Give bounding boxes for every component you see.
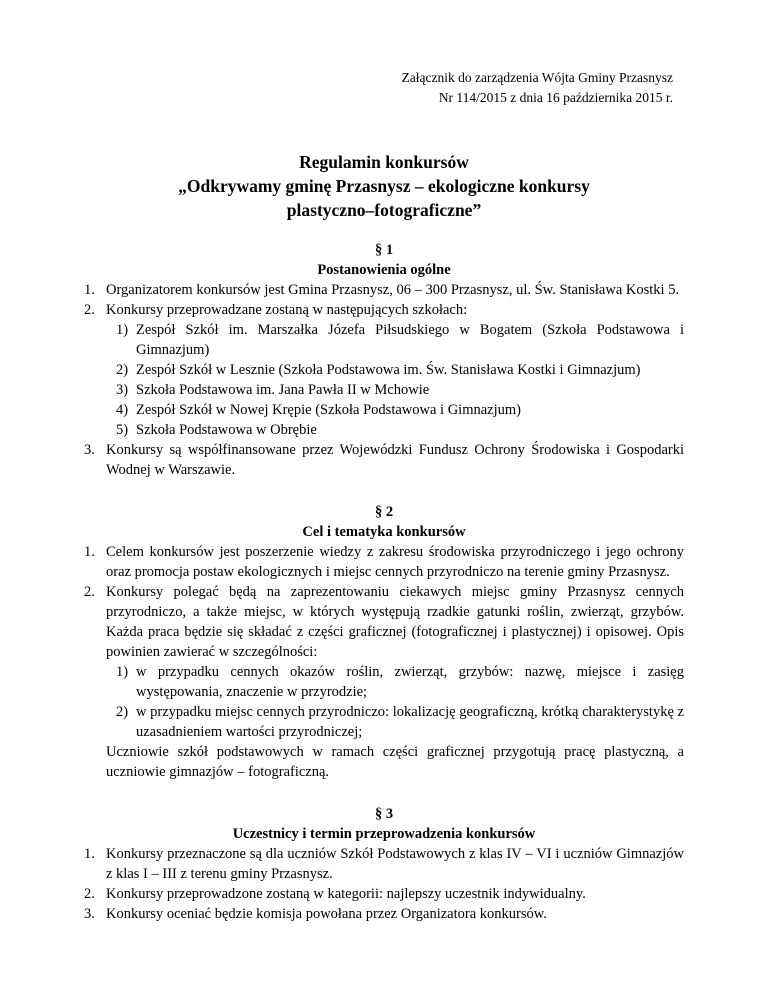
sub-item-text: Zespół Szkół im. Marszałka Józefa Piłsudskiego w Bogatem (Szkoła Podstawowa i Gimnazjum)	[136, 322, 684, 358]
list-item	[84, 280, 684, 300]
section-2	[84, 502, 684, 782]
section-list	[84, 280, 684, 480]
item-number: 1.	[84, 544, 95, 560]
list-item	[84, 440, 684, 480]
sub-item-text: Szkoła Podstawowa im. Jana Pawła II w Mchowie	[136, 382, 430, 398]
item-text: Konkursy są współfinansowane przez Wojewódzki Fundusz Ochrony Środowiska i Gospodarki Wodnej w Warszawie.	[106, 442, 684, 478]
sub-item-number: 2)	[116, 704, 129, 720]
item-continuation: Uczniowie szkół podstawowych w ramach części graficznej przygotują pracę plastyczną, a uczniowie gimnazjów – fotograficzną.	[106, 744, 684, 780]
list-item	[84, 300, 684, 440]
item-text: Konkursy przeznaczone są dla uczniów Szkół Podstawowych z klas IV – VI i uczniów Gimnazjów z klas I – III z terenu gminy Przasnysz.	[106, 846, 684, 882]
sub-item-text: w przypadku miejsc cennych przyrodniczo: lokalizację geograficzną, krótką charakterystykę z uzasadnieniem wartości przyrodniczej;	[136, 704, 684, 740]
item-text: Konkursy przeprowadzane zostaną w następujących szkołach:	[106, 302, 468, 318]
sub-item-number: 3)	[116, 382, 129, 398]
sub-item	[106, 380, 684, 400]
sub-item	[106, 320, 684, 360]
list-item	[84, 884, 684, 904]
item-text: Konkursy przeprowadzone zostaną w kategorii: najlepszy uczestnik indywidualny.	[106, 886, 586, 902]
item-text: Konkursy oceniać będzie komisja powołana przez Organizatora konkursów.	[106, 906, 547, 922]
sub-item-text: w przypadku cennych okazów roślin, zwierząt, grzybów: nazwę, miejsce i zasięg występowania, znaczenie w przyrodzie;	[136, 664, 684, 700]
section-number: § 1	[374, 242, 394, 258]
sub-item-text: Zespół Szkół w Nowej Krępie (Szkoła Podstawowa i Gimnazjum)	[136, 402, 521, 418]
document-body	[84, 240, 684, 924]
document-title	[0, 150, 768, 222]
item-number: 2.	[84, 886, 95, 902]
sub-item-number: 1)	[116, 664, 129, 680]
sub-item-number: 4)	[116, 402, 129, 418]
section-list	[84, 542, 684, 782]
item-text: Konkursy polegać będą na zaprezentowaniu ciekawych miejsc gminy Przasnysz cennych przyrodniczo, a także miejsc, w których występują rzadkie gatunki roślin, zwierząt, grzybów. Każda praca będzie się składać z części graficznej (fotograficznej i plastycznej) i opisowej. Opis powinien zawierać w szczególności:	[106, 584, 684, 660]
sub-item	[106, 360, 684, 380]
item-number: 1.	[84, 282, 95, 298]
item-text: Organizatorem konkursów jest Gmina Przasnysz, 06 – 300 Przasnysz, ul. Św. Stanisława Kostki 5.	[106, 282, 680, 298]
section-3	[84, 804, 684, 924]
title-line3: plastyczno–fotograficzne”	[286, 200, 482, 220]
item-number: 1.	[84, 846, 95, 862]
attachment-note	[401, 68, 673, 108]
sub-item-number: 5)	[116, 422, 129, 438]
sub-item-number: 1)	[116, 322, 129, 338]
list-item	[84, 542, 684, 582]
section-number: § 3	[374, 806, 394, 822]
sub-item-text: Zespół Szkół w Lesznie (Szkoła Podstawowa im. Św. Stanisława Kostki i Gimnazjum)	[136, 362, 641, 378]
item-number: 2.	[84, 302, 95, 318]
sub-item-text: Szkoła Podstawowa w Obrębie	[136, 422, 317, 438]
list-item	[84, 844, 684, 884]
section-heading: Cel i tematyka konkursów	[302, 524, 466, 540]
sub-item	[106, 702, 684, 742]
section-heading: Uczestnicy i termin przeprowadzenia konkursów	[232, 826, 536, 842]
item-number: 2.	[84, 584, 95, 600]
sub-item	[106, 420, 684, 440]
title-line1: Regulamin konkursów	[299, 152, 469, 172]
attachment-note-line2: Nr 114/2015 z dnia 16 października 2015 r.	[438, 90, 673, 105]
title-line2: „Odkrywamy gminę Przasnysz – ekologiczne konkursy	[178, 176, 590, 196]
school-list	[106, 320, 684, 440]
section-number: § 2	[374, 504, 394, 520]
list-item	[84, 904, 684, 924]
item-text: Celem konkursów jest poszerzenie wiedzy z zakresu środowiska przyrodniczego i jego ochrony oraz promocja postaw ekologicznych i miejsc cennych przyrodniczo na terenie gminy Przasnysz.	[106, 544, 684, 580]
sub-item-number: 2)	[116, 362, 129, 378]
item-number: 3.	[84, 906, 95, 922]
list-item	[84, 582, 684, 782]
sub-item	[106, 400, 684, 420]
section-1	[84, 240, 684, 480]
sub-item	[106, 662, 684, 702]
description-requirements	[106, 662, 684, 742]
item-number: 3.	[84, 442, 95, 458]
section-heading: Postanowienia ogólne	[317, 262, 451, 278]
section-list	[84, 844, 684, 924]
attachment-note-line1: Załącznik do zarządzenia Wójta Gminy Przasnysz	[401, 70, 673, 85]
